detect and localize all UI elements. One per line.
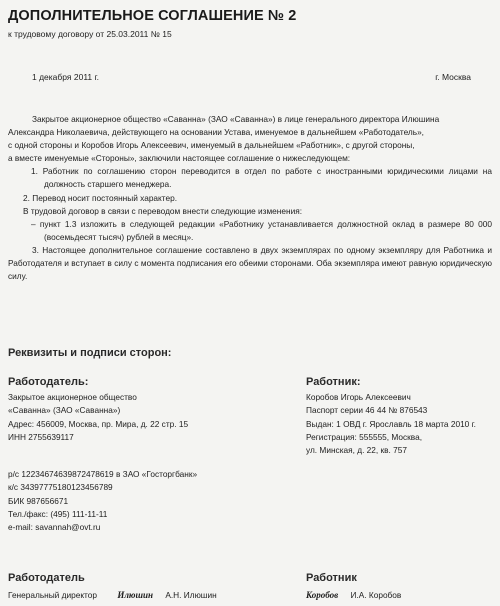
employee-signature: Коробов: [306, 590, 339, 600]
employee-line: Выдан: 1 ОВД г. Ярославль 18 марта 2010 г.: [306, 418, 476, 429]
intro-line-4: а вместе именуемые «Стороны», заключили настоящее соглашение о нижеследующем:: [8, 153, 351, 164]
intro-line-3: с одной стороны и Коробов Игорь Алексеевич, именуемый в дальнейшем «Работник», с другой стороны,: [8, 140, 415, 151]
change-intro: В трудовой договор в связи с переводом внести следующие изменения:: [23, 205, 303, 216]
document-city: г. Москва: [435, 72, 471, 82]
employer-line: Адрес: 456009, Москва, пр. Мира, д. 22 стр. 15: [8, 418, 189, 429]
employer-bank-line: БИК 987656671: [8, 495, 69, 506]
employee-signature-row: [306, 590, 401, 600]
employer-signature: Илюшин: [117, 590, 154, 600]
intro-line-1: Закрытое акционерное общество «Саванна» (ЗАО «Саванна») в лице генерального директора Илюшина: [32, 114, 440, 124]
employer-signatory-name: А.Н. Илюшин: [165, 590, 217, 600]
employer-bank-line: e-mail: savannah@ovt.ru: [8, 522, 101, 533]
employee-line: Регистрация: 555555, Москва,: [306, 431, 423, 442]
agreement-item-3: 3. Настоящее дополнительное соглашение составлено в двух экземплярах по одному экземпляру для Работника и Работодателя и вступает в силу с момента подписания его обеими сторонами. Оба экземпляра имеют равную юридическую силу.: [8, 244, 492, 282]
change-item: – пункт 1.3 изложить в следующей редакции «Работнику устанавливается должностной оклад в размере 80 000 (восемьдесят тысяч) рублей в месяц».: [31, 218, 492, 242]
agreement-item-2: 2. Перевод носит постоянный характер.: [23, 192, 178, 203]
employer-line: ИНН 2755639117: [8, 431, 74, 442]
employer-bank-line: к/с 34397775180123456789: [8, 482, 113, 493]
employer-heading: Работодатель:: [8, 376, 89, 388]
employer-bank-line: Тел./факс: (495) 111-11-11: [8, 508, 108, 519]
document-date: 1 декабря 2011 г.: [32, 72, 99, 82]
employer-details: [8, 391, 188, 444]
employee-line: Паспорт серии 46 44 № 876543: [306, 405, 428, 416]
agreement-body: [8, 113, 492, 283]
employee-heading: Работник:: [306, 376, 361, 388]
intro-line-2: Александра Николаевича, действующего на основании Устава, именуемое в дальнейшем «Работодатель»,: [8, 127, 424, 138]
requisites-title: Реквизиты и подписи сторон:: [8, 347, 172, 359]
agreement-item-1: 1. Работник по соглашению сторон переводится в отдел по работе с иностранными юридическими лицами на должность старшего менеджера.: [31, 166, 492, 190]
document-title: ДОПОЛНИТЕЛЬНОЕ СОГЛАШЕНИЕ № 2: [8, 8, 297, 24]
signature-employee-heading: Работник: [306, 572, 357, 584]
employer-bank-line: р/с 12234674639872478619 в ЗАО «Госторгбанк»: [8, 469, 198, 479]
employer-position: Генеральный директор: [8, 590, 97, 600]
employee-details: [306, 391, 476, 457]
employer-signature-row: [8, 590, 217, 600]
employer-bank-details: [8, 468, 197, 534]
employee-signatory-name: И.А. Коробов: [350, 590, 402, 600]
signature-employer-heading: Работодатель: [8, 572, 85, 584]
employer-line: «Саванна» (ЗАО «Саванна»): [8, 405, 121, 416]
document-subtitle: к трудовому договору от 25.03.2011 № 15: [8, 29, 172, 39]
employer-line: Закрытое акционерное общество: [8, 392, 137, 402]
employee-line: Коробов Игорь Алексеевич: [306, 392, 411, 402]
employee-line: ул. Минская, д. 22, кв. 757: [306, 445, 408, 456]
